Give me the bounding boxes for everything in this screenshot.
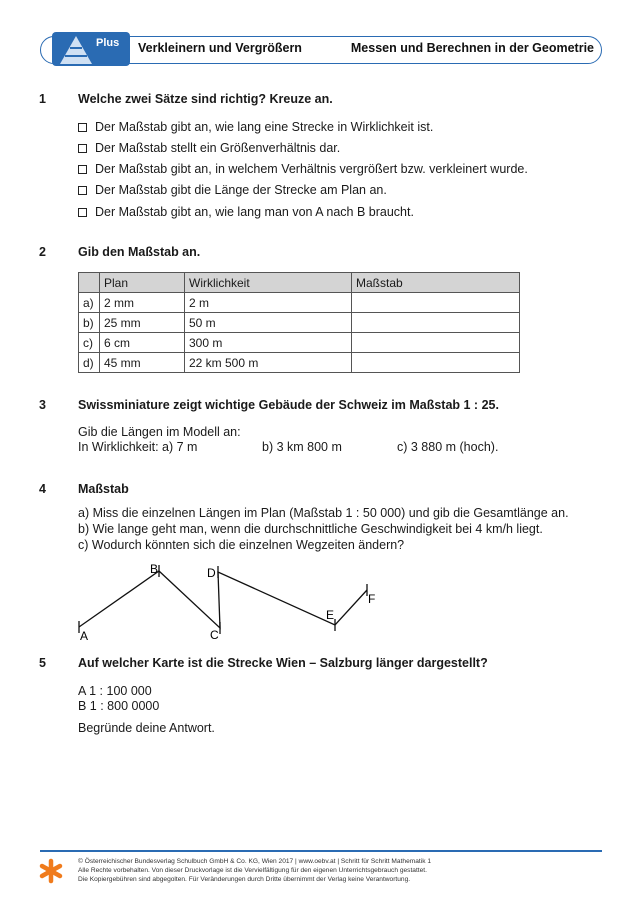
scale-table (78, 272, 520, 373)
q1-option-label: Der Maßstab gibt an, in welchem Verhältnis vergrößert bzw. verkleinert wurde. (95, 162, 528, 176)
header-right-title: Messen und Berechnen in der Geometrie (350, 41, 594, 55)
label-f: F (368, 592, 376, 606)
publisher-star-icon (38, 858, 64, 884)
table-row (79, 293, 520, 313)
q1-title: Welche zwei Sätze sind richtig? Kreuze an. (78, 92, 333, 106)
table-cell: 6 cm (100, 333, 185, 353)
table-cell: 300 m (185, 333, 352, 353)
answer-cell[interactable] (352, 313, 520, 333)
checkbox[interactable] (78, 165, 87, 174)
q1-option[interactable] (78, 205, 414, 219)
table-cell: b) (79, 313, 100, 333)
q3-title: Swissminiature zeigt wichtige Gebäude der Schweiz im Maßstab 1 : 25. (78, 398, 499, 412)
answer-cell[interactable] (352, 333, 520, 353)
footer-rights: Alle Rechte vorbehalten. Von dieser Druckvorlage ist die Vervielfältigung für den eigenen Unterrichtsgebrauch gestattet. (78, 867, 427, 874)
q4-title: Maßstab (78, 482, 129, 496)
checkbox[interactable] (78, 144, 87, 153)
table-cell: 50 m (185, 313, 352, 333)
table-row (79, 333, 520, 353)
q5-option-b: B 1 : 800 0000 (78, 699, 160, 713)
q4-item-a: a) Miss die einzelnen Längen im Plan (Maßstab 1 : 50 000) und gib die Gesamtlänge an. (78, 506, 569, 520)
q2-number: 2 (39, 245, 46, 259)
q1-option-label: Der Maßstab gibt an, wie lang man von A nach B braucht. (95, 205, 414, 219)
q4-item-b: b) Wie lange geht man, wenn die durchschnittliche Geschwindigkeit bei 4 km/h liegt. (78, 522, 543, 536)
q3-part-c: c) 3 880 m (hoch). (397, 440, 499, 454)
logo-text: Plus (96, 37, 120, 49)
checkbox[interactable] (78, 186, 87, 195)
checkbox[interactable] (78, 208, 87, 217)
q1-option-label: Der Maßstab gibt an, wie lang eine Strecke in Wirklichkeit ist. (95, 120, 434, 134)
q1-option[interactable] (78, 183, 387, 197)
q1-option-label: Der Maßstab gibt die Länge der Strecke am Plan an. (95, 183, 387, 197)
header-left-title: Verkleinern und Vergrößern (138, 41, 302, 55)
label-d: D (207, 566, 216, 580)
q3-part-a: In Wirklichkeit: a) 7 m (78, 440, 198, 454)
q4-number: 4 (39, 482, 46, 496)
q5-title: Auf welcher Karte ist die Strecke Wien – Salzburg länger dargestellt? (78, 656, 488, 670)
table-header-row (79, 273, 520, 293)
table-header-cell: Plan (100, 273, 185, 293)
table-row (79, 313, 520, 333)
route-path (79, 571, 367, 628)
answer-cell[interactable] (352, 353, 520, 373)
q5-option-a: A 1 : 100 000 (78, 684, 152, 698)
table-cell: a) (79, 293, 100, 313)
table-cell: 25 mm (100, 313, 185, 333)
table-cell: 22 km 500 m (185, 353, 352, 373)
q1-option[interactable] (78, 162, 528, 176)
q1-option-label: Der Maßstab stellt ein Größenverhältnis dar. (95, 141, 341, 155)
q1-number: 1 (39, 92, 46, 106)
q3-instruction: Gib die Längen im Modell an: (78, 425, 241, 439)
table-cell: 2 mm (100, 293, 185, 313)
label-e: E (326, 608, 335, 622)
table-header-cell (79, 273, 100, 293)
path-diagram (70, 560, 390, 645)
label-b: B (150, 562, 159, 576)
footer-disclaimer: Die Kopiergebühren sind abgegolten. Für Veränderungen durch Dritte übernimmt der Verlag keine Verantwortung. (78, 876, 411, 883)
q3-part-b: b) 3 km 800 m (262, 440, 342, 454)
table-cell: 45 mm (100, 353, 185, 373)
table-header-cell: Wirklichkeit (185, 273, 352, 293)
label-a: A (80, 629, 89, 643)
q1-option[interactable] (78, 141, 340, 155)
label-c: C (210, 628, 219, 642)
q2-title: Gib den Maßstab an. (78, 245, 201, 259)
q1-option[interactable] (78, 120, 433, 134)
table-header-cell: Maßstab (352, 273, 520, 293)
q4-item-c: c) Wodurch könnten sich die einzelnen Wegzeiten ändern? (78, 538, 405, 552)
q5-number: 5 (39, 656, 46, 670)
plus-logo (52, 30, 132, 68)
q5-prompt: Begründe deine Antwort. (78, 721, 215, 735)
checkbox[interactable] (78, 123, 87, 132)
table-cell: 2 m (185, 293, 352, 313)
footer-divider (40, 850, 602, 852)
answer-cell[interactable] (352, 293, 520, 313)
table-row (79, 353, 520, 373)
footer-copyright: © Österreichischer Bundesverlag Schulbuch GmbH & Co. KG, Wien 2017 | www.oebv.at | Schritt für Schritt Mathematik 1 (78, 858, 432, 865)
table-cell: d) (79, 353, 100, 373)
q3-number: 3 (39, 398, 46, 412)
table-cell: c) (79, 333, 100, 353)
